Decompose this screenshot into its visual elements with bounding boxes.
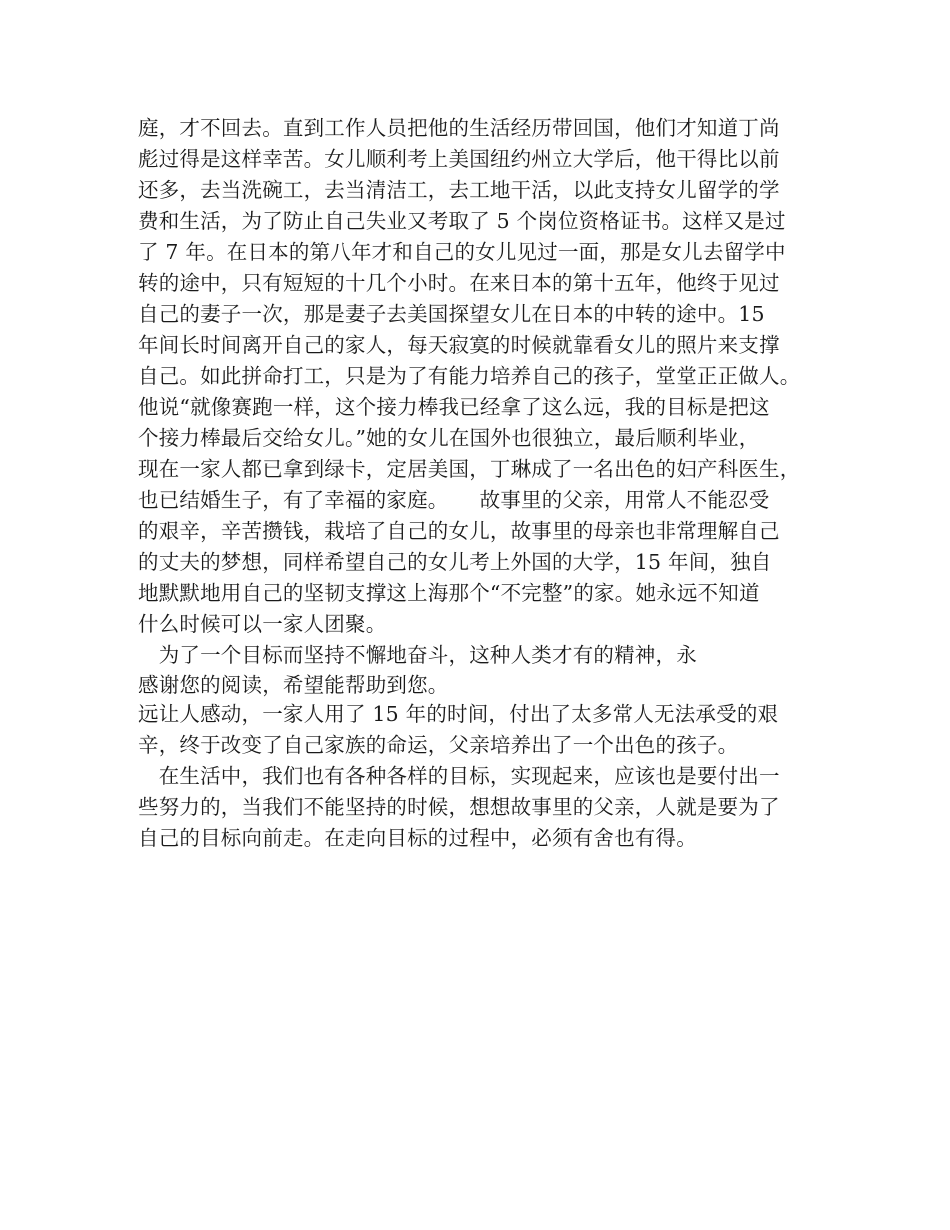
- text-line: 自己。如此拼命打工，只是为了有能力培养自己的孩子，堂堂正正做人。: [138, 364, 801, 388]
- text-line: 了 7 年。在日本的第八年才和自己的女儿见过一面，那是女儿去留学中: [138, 240, 786, 264]
- text-line: 个接力棒最后交给女儿。”她的女儿在国外也很独立，最后顺利毕业，: [138, 426, 760, 450]
- text-line: 现在一家人都已拿到绿卡，定居美国，丁琳成了一名出色的妇产科医生，: [138, 457, 801, 481]
- text-line: 年间长时间离开自己的家人，每天寂寞的时候就靠看女儿的照片来支撑: [138, 333, 780, 357]
- thanks-line: 感谢您的阅读，希望能帮助到您。: [138, 673, 449, 697]
- text-line: 些努力的，当我们不能坚持的时候，想想故事里的父亲，人就是要为了: [138, 795, 780, 819]
- text-line: 费和生活，为了防止自己失业又考取了 5 个岗位资格证书。这样又是过: [138, 209, 786, 233]
- text-line: 远让人感动，一家人用了 15 年的时间，付出了太多常人无法承受的艰: [138, 702, 779, 726]
- text-line: 什么时候可以一家人团聚。: [138, 612, 387, 636]
- text-line: 为了一个目标而坚持不懈地奋斗，这种人类才有的精神，永: [138, 643, 697, 667]
- text-line: 的丈夫的梦想，同样希望自己的女儿考上外国的大学，15 年间，独自: [138, 550, 772, 574]
- text-line: 庭，才不回去。直到工作人员把他的生活经历带回国，他们才知道丁尚: [138, 116, 780, 140]
- text-line: 的艰辛，辛苦攒钱，栽培了自己的女儿，故事里的母亲也非常理解自己: [138, 519, 780, 543]
- text-line: 彪过得是这样幸苦。女儿顺利考上美国纽约州立大学后，他干得比以前: [138, 147, 780, 171]
- text-line: 还多，去当洗碗工，去当清洁工，去工地干活，以此支持女儿留学的学: [138, 178, 780, 202]
- text-line: 辛，终于改变了自己家族的命运，父亲培养出了一个出色的孩子。: [138, 733, 739, 757]
- body-text: [138, 113, 838, 854]
- text-line: 他说“就像赛跑一样，这个接力棒我已经拿了这么远，我的目标是把这: [138, 395, 770, 419]
- text-line: 在生活中，我们也有各种各样的目标，实现起来，应该也是要付出一: [138, 764, 780, 788]
- text-line: 转的途中，只有短短的十几个小时。在来日本的第十五年，他终于见过: [138, 271, 780, 295]
- text-line: 自己的妻子一次，那是妻子去美国探望女儿在日本的中转的途中。15: [138, 302, 765, 326]
- text-line: 也已结婚生子，有了幸福的家庭。 故事里的父亲，用常人不能忍受: [138, 488, 770, 512]
- text-line: 地默默地用自己的坚韧支撑这上海那个“不完整”的家。她永远不知道: [138, 581, 760, 605]
- text-line: 自己的目标向前走。在走向目标的过程中，必须有舍也有得。: [138, 826, 697, 850]
